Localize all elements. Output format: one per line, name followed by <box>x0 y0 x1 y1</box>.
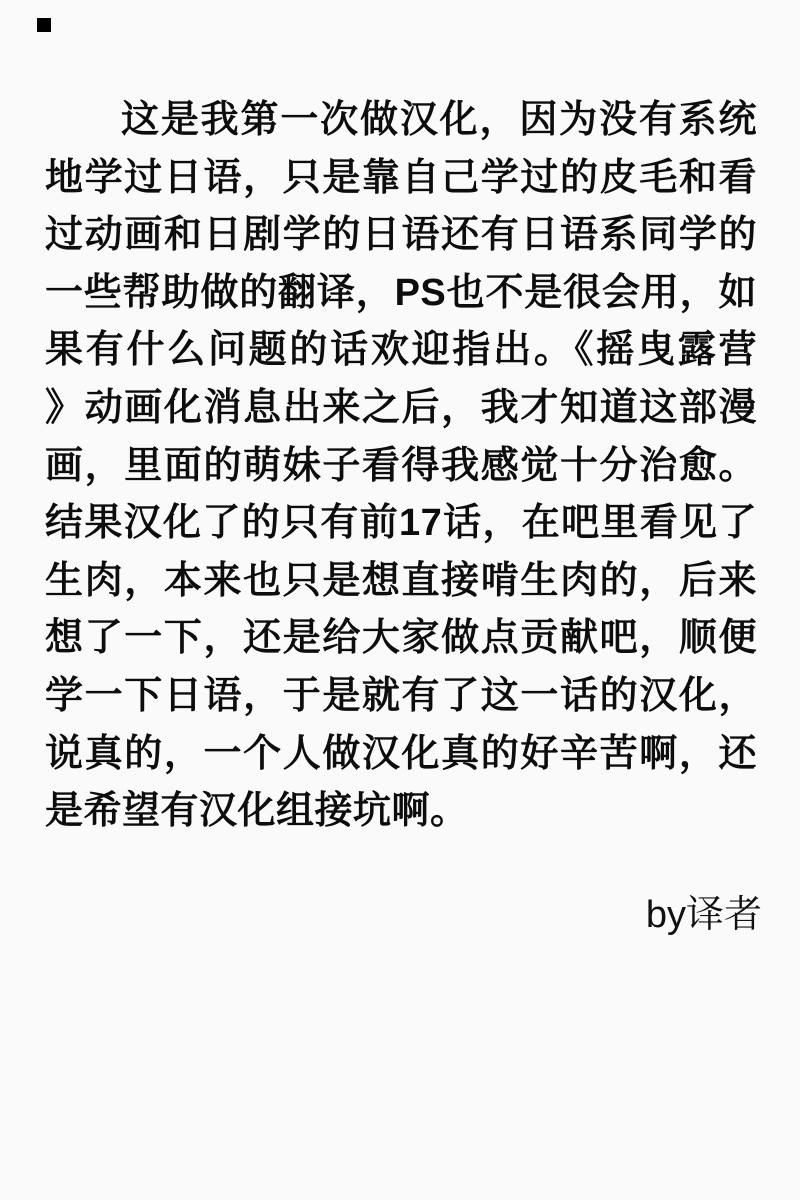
note-line: 一些帮助做的翻译，PS也不是很会用，如 <box>45 271 757 314</box>
note-line: 果有什么问题的话欢迎指出。《摇曳露营 <box>45 329 757 372</box>
note-line: 是希望有汉化组接坑啊。 <box>45 790 469 833</box>
note-line: 》动画化消息出来之后，我才知道这部漫 <box>45 386 757 429</box>
note-line: 这是我第一次做汉化，因为没有系统 <box>121 99 757 141</box>
translator-signature: by译者 <box>645 894 762 936</box>
note-line: 地学过日语，只是靠自己学过的皮毛和看 <box>45 156 757 199</box>
note-line: 结果汉化了的只有前17话，在吧里看见了 <box>45 502 757 545</box>
note-line: 画，里面的萌妹子看得我感觉十分治愈。 <box>45 444 757 487</box>
note-line: 说真的，一个人做汉化真的好辛苦啊，还 <box>45 732 757 775</box>
translator-note <box>45 92 757 841</box>
note-line: 生肉，本来也只是想直接啃生肉的，后来 <box>45 559 757 602</box>
note-line: 过动画和日剧学的日语还有日语系同学的 <box>45 214 757 257</box>
corner-mark <box>37 18 51 32</box>
note-line: 学一下日语，于是就有了这一话的汉化， <box>45 674 757 717</box>
note-line: 想了一下，还是给大家做点贡献吧，顺便 <box>45 617 757 660</box>
